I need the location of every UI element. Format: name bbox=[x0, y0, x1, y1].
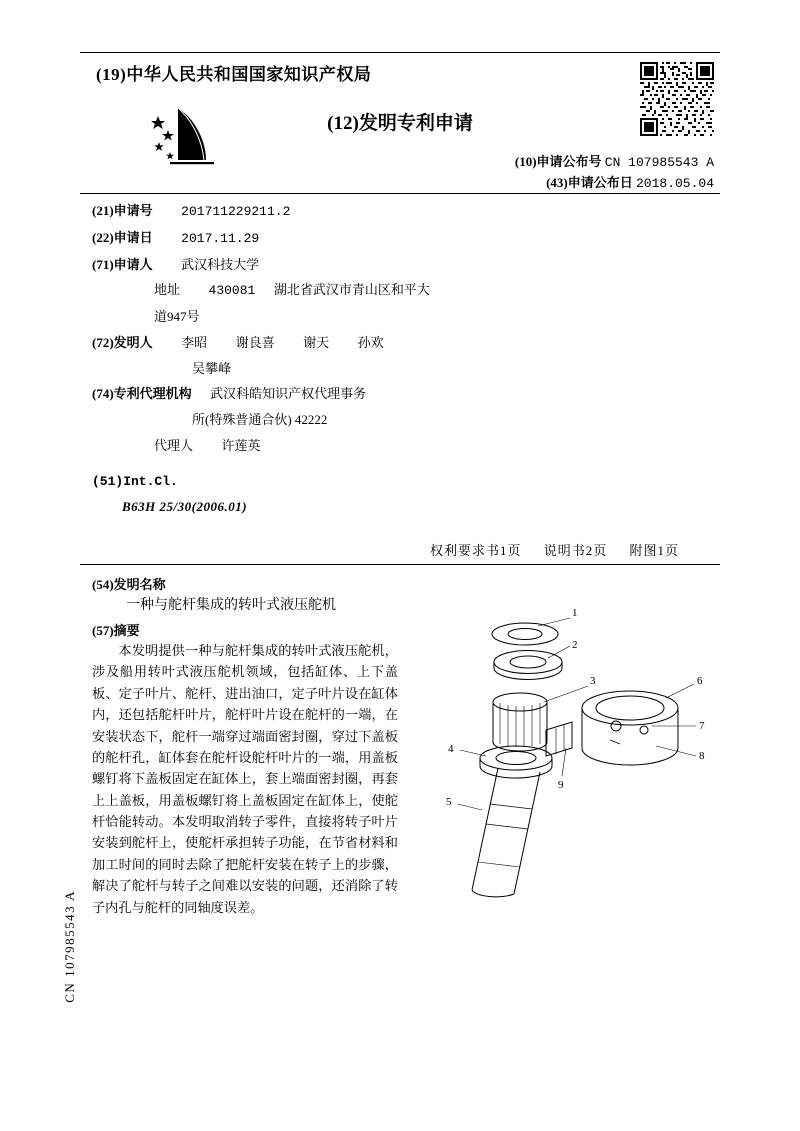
address-row-2 bbox=[92, 306, 522, 329]
svg-text:4: 4 bbox=[448, 743, 454, 755]
application-number-value: 201711229211.2 bbox=[181, 204, 291, 219]
agent-row bbox=[92, 435, 522, 458]
agent-label: 代理人 bbox=[154, 437, 194, 453]
application-number-code: (21)申请号 bbox=[92, 203, 153, 218]
claims-page-count: 权利要求书1页 bbox=[430, 543, 522, 558]
agency-name-line-2: 所(特殊普通合伙) 42222 bbox=[192, 412, 328, 427]
ipc-value-row bbox=[92, 496, 522, 519]
svg-text:6: 6 bbox=[697, 675, 703, 687]
inventor-row bbox=[92, 332, 522, 355]
publication-number-line bbox=[515, 152, 714, 173]
inventor-code: (72)发明人 bbox=[92, 334, 153, 350]
address-zip: 430081 bbox=[208, 283, 256, 299]
application-date-value: 2017.11.29 bbox=[181, 230, 260, 246]
ipc-row bbox=[92, 470, 522, 494]
address-row bbox=[92, 279, 522, 303]
inventor-name: 孙欢 bbox=[357, 334, 384, 350]
svg-text:8: 8 bbox=[699, 750, 705, 762]
application-date-row bbox=[92, 227, 522, 251]
invention-title-code: (54)发明名称 bbox=[92, 577, 166, 592]
drawings-page-count: 附图1页 bbox=[629, 543, 680, 558]
inventor-row-2 bbox=[92, 358, 522, 381]
document-type-title: (12)发明专利申请 bbox=[327, 113, 473, 134]
publication-date-line bbox=[515, 173, 714, 194]
address-line-1: 湖北省武汉市青山区和平大 bbox=[273, 282, 430, 298]
address-label: 地址 bbox=[154, 282, 181, 298]
svg-text:3: 3 bbox=[590, 675, 596, 687]
abstract-figure bbox=[420, 590, 720, 930]
svg-text:9: 9 bbox=[558, 779, 564, 791]
agency-row-2 bbox=[92, 409, 522, 432]
qr-code bbox=[640, 62, 714, 136]
invention-title: 一种与舵杆集成的转叶式液压舵机 bbox=[126, 598, 336, 613]
ipc-value: B63H 25/30(2006.01) bbox=[122, 499, 248, 515]
agent-value: 许莲英 bbox=[221, 437, 261, 453]
application-number-row bbox=[92, 200, 522, 224]
inventor-name: 李昭 bbox=[181, 334, 208, 350]
inventor-name: 谢良喜 bbox=[235, 334, 275, 350]
publication-number-label: (10)申请公布号 bbox=[514, 154, 602, 169]
application-date-code: (22)申请日 bbox=[92, 229, 153, 245]
ipc-code: (51)Int.Cl. bbox=[92, 473, 178, 489]
agency-row bbox=[92, 383, 522, 406]
abstract-text: 本发明提供一种与舵杆集成的转叶式液压舵机，涉及船用转叶式液压舵机领域，包括缸体、上下盖板、定子叶片、舵杆、进出油口，定子叶片设在缸体内，还包括舵杆叶片，舵杆叶片设在舵杆的一端，在安装状态下，舵杆一端穿过端面密封圈，穿过下盖板的舵杆孔，缸体套在舵杆设舵杆叶片的一端，用盖板螺钉将下盖板固定在缸体上，套上端面密封圈，再套上上盖板，用盖板螺钉将上盖板固定在缸体上，使舵杆恰能转动。本发明取消转子零件，直接将转子叶片安装到舵杆上，使舵杆承担转子功能，在节省材料和加工时间的同时去除了把舵杆安装在转子上的步骤，解决了舵杆与转子之间难以安装的问题，还消除了转子内孔与舵杆的同轴度误差。 bbox=[92, 643, 398, 915]
publication-date-value: 2018.05.04 bbox=[635, 176, 714, 192]
publication-number-value: CN 107985543 A bbox=[604, 155, 714, 170]
abstract-rule bbox=[80, 564, 720, 565]
inventor-name: 谢天 bbox=[303, 334, 330, 350]
issuing-office: (19)中华人民共和国国家知识产权局 bbox=[96, 65, 372, 84]
page-count-line bbox=[430, 540, 697, 559]
inventor-name: 吴攀峰 bbox=[192, 360, 232, 376]
svg-text:5: 5 bbox=[446, 796, 452, 808]
applicant-code: (71)申请人 bbox=[92, 256, 153, 272]
bibliographic-block bbox=[92, 200, 522, 522]
agency-name-line-1: 武汉科皓知识产权代理事务 bbox=[210, 386, 367, 402]
svg-text:7: 7 bbox=[699, 720, 705, 732]
applicant-row bbox=[92, 254, 522, 277]
header-rule-top bbox=[80, 52, 720, 53]
agency-code: (74)专利代理机构 bbox=[92, 386, 192, 402]
abstract-code: (57)摘要 bbox=[92, 623, 140, 638]
header-rule-middle bbox=[80, 193, 720, 194]
address-line-2: 道947号 bbox=[154, 309, 200, 324]
description-page-count: 说明书2页 bbox=[543, 543, 608, 558]
applicant-value: 武汉科技大学 bbox=[181, 256, 260, 272]
publication-date-label: (43)申请公布日 bbox=[546, 175, 633, 191]
side-publication-code: CN 107985543 A bbox=[62, 890, 77, 1003]
svg-text:2: 2 bbox=[572, 639, 578, 651]
publication-info bbox=[515, 152, 714, 194]
svg-text:1: 1 bbox=[572, 607, 578, 619]
